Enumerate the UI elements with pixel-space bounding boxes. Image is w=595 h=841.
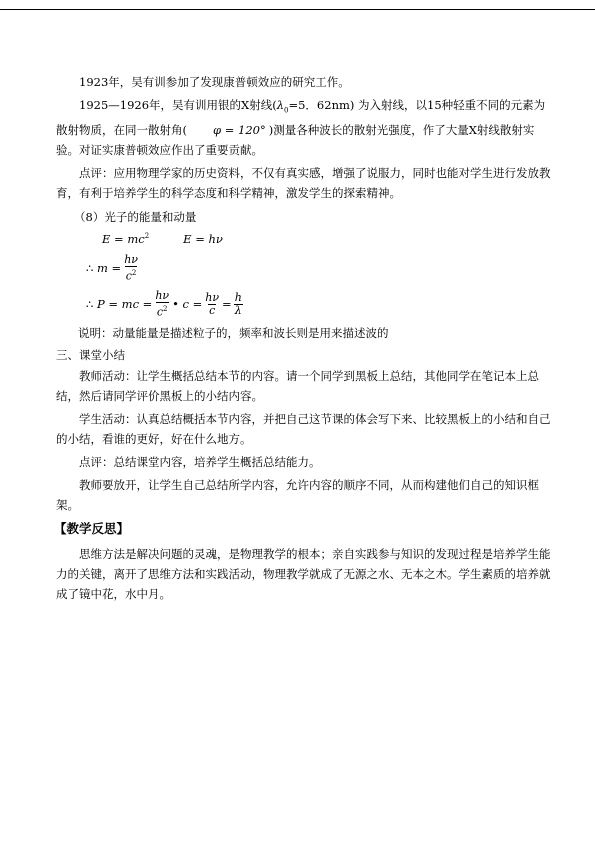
- page-top-rule: [0, 9, 595, 10]
- therefore-symbol: ∴: [86, 261, 94, 276]
- fraction-hv-over-c2-b: $\frac{h\nu}{c^2}$: [155, 288, 170, 319]
- eq-e-hv: E = hν: [183, 232, 223, 247]
- scatter-angle: φ = 120°: [213, 123, 266, 138]
- section-photon-energy-momentum: （8）光子的能量和动量: [74, 210, 197, 225]
- eq-dot-c: • c =: [172, 297, 203, 312]
- reflection-text: 思维方法是解决问题的灵魂，是物理教学的根本；亲自实践参与知识的发现过程是培养学生能力的关键，离开了思维方法和实践活动，物理教学就成了无源之水、无本之木。学生素质的培养就成了镜中花，水中月。: [56, 547, 551, 602]
- section-class-summary: 三、课堂小结: [56, 348, 125, 363]
- therefore-symbol-2: ∴: [86, 297, 94, 312]
- lambda-subscript: 0: [284, 106, 289, 115]
- equation-momentum: [56, 286, 556, 322]
- document-body: [56, 72, 556, 607]
- comment-summary: 点评：总结课堂内容，培养学生概括总结能力。: [79, 455, 321, 470]
- para2-text-c: )测量各种波长的散射光强度，作了大量X射线散射实验。对证实康普顿效应作出了重要贡献。: [56, 123, 535, 158]
- lambda-symbol: $\lambda_0$: [276, 98, 289, 115]
- eq-m-lhs: m =: [96, 261, 122, 276]
- paragraph-1925: [56, 95, 556, 160]
- reflection-heading: 【教学反思】: [54, 521, 130, 537]
- teacher-activity: 教师活动：让学生概括总结本节的内容。请一个同学到黑板上总结，其他同学在笔记本上总结，然后请同学评价黑板上的小结内容。: [56, 369, 539, 404]
- fraction-hv-over-c: $\frac{h\nu}{c}$: [205, 290, 220, 317]
- comment-history: 点评：应用物理学家的历史资料，不仅有真实感，增强了说服力，同时也能对学生进行发放教育，有利于培养学生的科学态度和科学精神，激发学生的探索精神。: [56, 166, 551, 201]
- equation-mass: [56, 250, 556, 286]
- eq-p-lhs: P = mc =: [96, 297, 153, 312]
- fraction-hv-over-c2: $\frac{h\nu}{c^2}$: [124, 252, 138, 283]
- eq-e-mc2: $E = mc^2$: [102, 232, 150, 247]
- para2-text-a: 1925—1926年，吴有训用银的X射线(: [79, 98, 277, 112]
- para2-text-b: =5．62nm) 为入射线，以15种轻重不同的元素为散射物质，在同一散射角(: [56, 98, 546, 138]
- eq-equals: =: [222, 297, 232, 312]
- paragraph-1923: 1923年，吴有训参加了发现康普顿效应的研究工作。: [79, 75, 350, 89]
- teacher-open: 教师要放开，让学生自己总结所学内容，允许内容的顺序不同，从而构建他们自己的知识框架。: [56, 478, 539, 513]
- student-activity: 学生活动：认真总结概括本节内容，并把自己这节课的体会写下来、比较黑板上的小结和自己的小结，看谁的更好，好在什么地方。: [56, 412, 551, 447]
- equation-energy: [56, 228, 556, 250]
- explanation-particle-wave: 说明：动量能量是描述粒子的，频率和波长则是用来描述波的: [78, 326, 389, 341]
- fraction-h-over-lambda: $\frac{h}{\lambda}$: [234, 290, 242, 317]
